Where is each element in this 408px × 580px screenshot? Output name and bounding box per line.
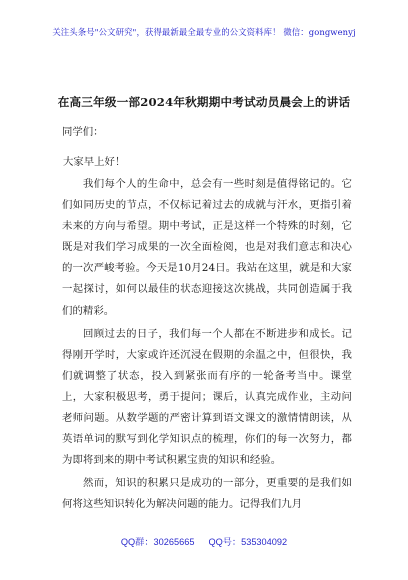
body-paragraph-1: 我们每个人的生命中，总会有一些时刻是值得铭记的。它们如同历史的节点，不仅标记着过去的成就与汗水，更指引着未来的方向与希望。期中考试，正是这样一个特殊的时刻，它既是对我们学习成果的一次全面检阅，也是对我们意志和决心的一次严峻考验。今天是10月24日。我站在这里，就是和大家一起探讨，如何以最佳的状态迎接这次挑战，共同创造属于我们的精彩。 xyxy=(62,178,352,317)
footer-qq-number[interactable]: QQ号：535304092 xyxy=(208,537,288,547)
body-paragraph-2: 回顾过去的日子，我们每一个人都在不断进步和成长。记得刚开学时，大家或许还沉浸在假期的余温之中，但很快，我们就调整了状态，投入到紧张而有序的一轮备考当中。课堂上，大家积极思考，勇于提问；课后，认真完成作业，主动问老师问题。从数学题的严密计算到语文课文的激情情朗读，从英语单词的默写到化学知识点的梳理，你们的每一次努力，都为即将到来的期中考试积累宝贵的知识和经验。 xyxy=(62,327,352,467)
salutation: 同学们： xyxy=(62,126,104,138)
document-body xyxy=(62,118,352,516)
greeting: 大家早上好！ xyxy=(63,156,126,168)
footer-contacts xyxy=(0,534,408,548)
footer-qq-group[interactable]: QQ群：30265665 xyxy=(120,537,195,547)
document-title: 在高三年级一部2024年秋期期中考试动员晨会上的讲话 xyxy=(57,95,351,109)
header-banner[interactable]: 关注头条号"公文研究"，获得最新最全最专业的公文资料库！ 微信：gongwenyj xyxy=(52,27,356,37)
body-paragraph-3: 然而，知识的积累只是成功的一部分，更重要的是我们如何将这些知识转化为解决问题的能力。记得我们九月 xyxy=(62,477,352,511)
